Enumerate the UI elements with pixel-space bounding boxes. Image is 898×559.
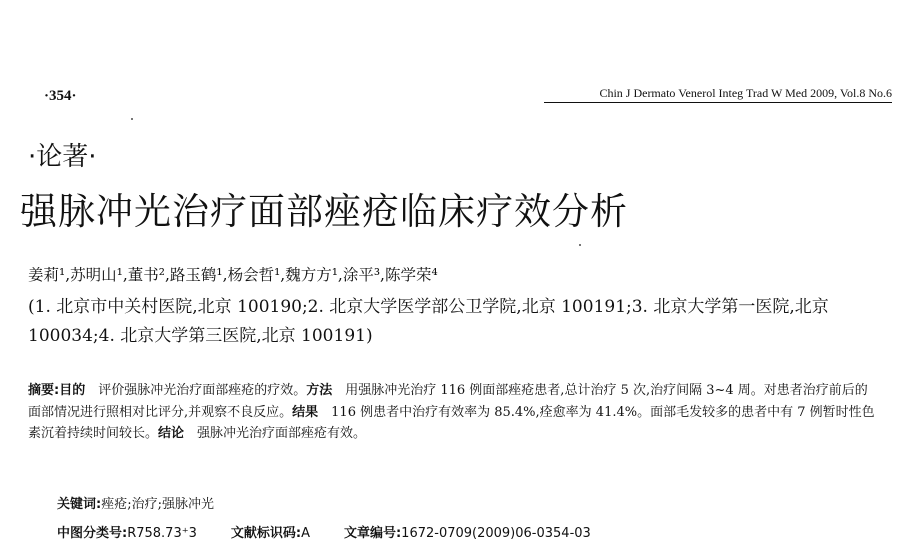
scan-speck: [579, 244, 581, 246]
affiliations: (1. 北京市中关村医院,北京 100190;2. 北京大学医学部公卫学院,北京 100191;3. 北京大学第一医院,北京 100034;4. 北京大学第三医院,北京 100191): [28, 297, 829, 346]
article-number-value: 1672-0709(2009)06-0354-03: [401, 526, 591, 541]
abstract-methods: 用强脉冲光治疗 116 例面部痤疮患者,总计治疗 5 次,治疗间隔 3~4 周。对患者治疗前后的面部情况进行照相对比评分,并观察不良反应。: [28, 383, 868, 420]
doc-code-value: A: [301, 526, 310, 541]
results-label: 结果: [292, 404, 319, 420]
clc-value: R758.73⁺3: [127, 526, 197, 541]
article-number-label: 文章编号:: [343, 526, 402, 541]
article-title: 强脉冲光治疗面部痤疮临床疗效分析: [20, 190, 628, 233]
abstract-results: 116 例患者中治疗有效率为 85.4%,痊愈率为 41.4%。面部毛发较多的患者中有 7 例暂时性色素沉着持续时间较长。: [28, 404, 875, 441]
scan-speck: [131, 118, 133, 120]
keywords-label: 关键词:: [57, 497, 102, 512]
abstract-objective: 评价强脉冲光治疗面部痤疮的疗效。: [85, 383, 307, 398]
header-rule: [544, 102, 892, 103]
keywords-value: 痤疮;治疗;强脉冲光: [101, 497, 214, 512]
author-list: 姜莉¹,苏明山¹,董书²,路玉鹤¹,杨会哲¹,魏方方¹,涂平³,陈学荣⁴: [28, 266, 438, 284]
abstract-conclusion: 强脉冲光治疗面部痤疮有效。: [184, 426, 367, 441]
abstract: [28, 380, 878, 445]
doc-code-label: 文献标识码:: [230, 526, 302, 541]
conclusion-label: 结论: [158, 426, 185, 441]
classification-line: [57, 522, 591, 541]
methods-label: 方法: [306, 383, 333, 398]
page-number: ·354·: [44, 88, 77, 104]
clc-label: 中图分类号:: [57, 526, 128, 541]
keywords: [57, 493, 214, 512]
abstract-label: 摘要:目的: [28, 383, 86, 398]
journal-citation: Chin J Dermato Venerol Integ Trad W Med 2009, Vol.8 No.6: [599, 86, 892, 100]
section-label: ·论著·: [28, 142, 97, 172]
